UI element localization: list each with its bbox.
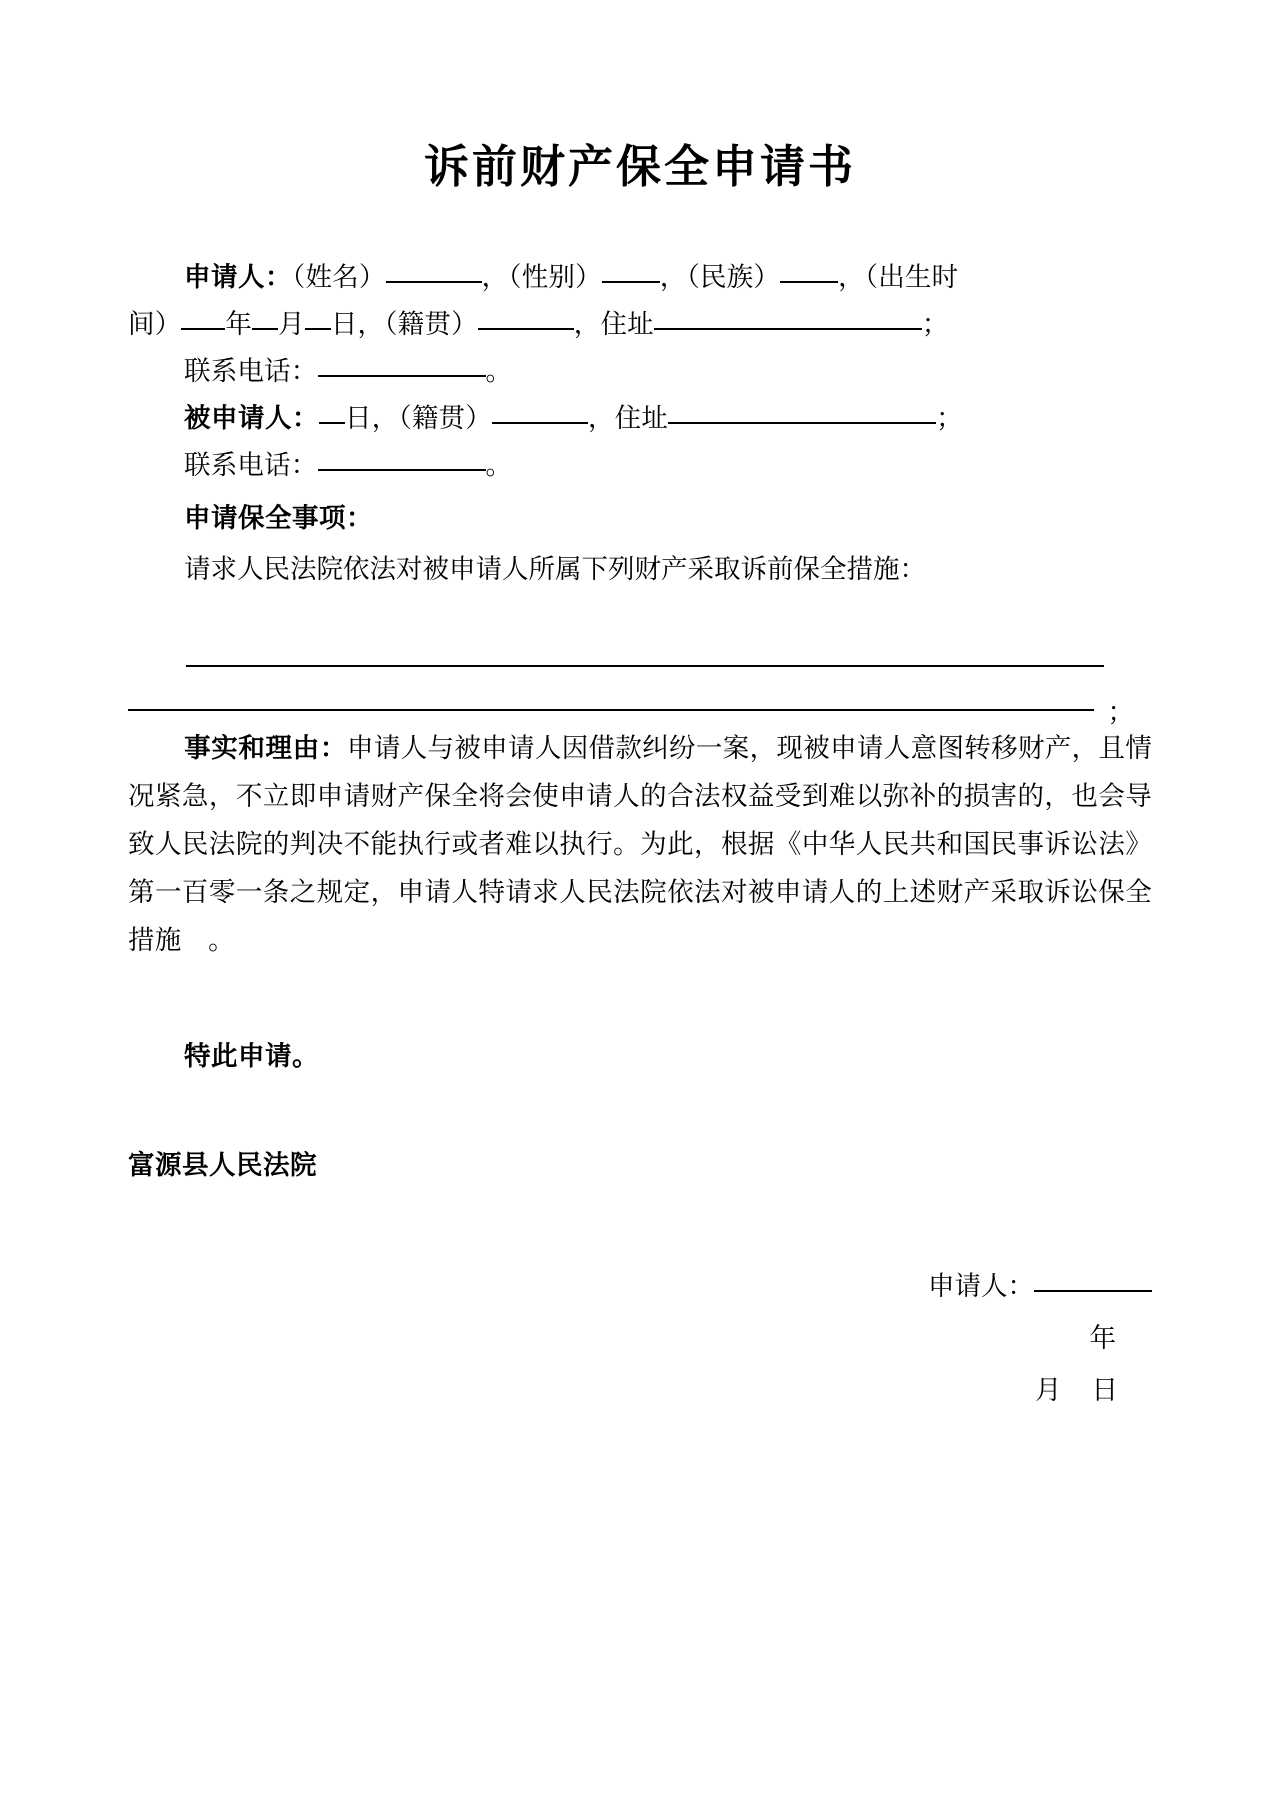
respondent-label: 被申请人： [184, 402, 319, 434]
applicant-ethnicity-label: （民族） [686, 261, 781, 293]
respondent-phone-blank[interactable] [318, 449, 486, 471]
preservation-blank-lines [128, 619, 1152, 728]
applicant-line2-end: ； [921, 308, 949, 340]
applicant-address-label: 住址 [600, 308, 654, 340]
respondent-day-label: 日， [345, 402, 399, 434]
respondent-phone-line [128, 442, 1152, 489]
applicant-birth-month-blank[interactable] [252, 308, 278, 330]
applicant-name-label: （姓名） [292, 261, 386, 293]
signature-applicant-blank[interactable] [1034, 1270, 1152, 1292]
respondent-line-1 [128, 395, 1152, 442]
preservation-request-line: 请求人民法院依法对被申请人所属下列财产采取诉前保全措施： [184, 553, 926, 585]
applicant-gender-blank[interactable] [602, 261, 660, 283]
respondent-phone-end: 。 [485, 449, 513, 481]
applicant-line-2 [128, 301, 1152, 348]
applicant-native-label: （籍贯） [384, 308, 478, 340]
applicant-phone-label: 联系电话： [184, 355, 318, 387]
facts-heading: 事实和理由： [184, 732, 347, 764]
applicant-day-label: 日， [330, 308, 385, 340]
applicant-ethnicity-blank[interactable] [780, 261, 838, 283]
applicant-native-blank[interactable] [478, 308, 574, 330]
respondent-line-end: ； [936, 402, 963, 434]
preservation-heading-line [128, 495, 1152, 542]
applicant-line-1 [128, 254, 1152, 301]
respondent-address-blank[interactable] [668, 402, 936, 424]
facts-body: 申请人与被申请人因借款纠纷一案，现被申请人意图转移财产，且情况紧急，不立即申请财产保全将会使申请人的合法权益受到难以弥补的损害的，也会导致人民法院的判决不能执行或者难以执行。为此，根据《中华人民共和国民事诉讼法》第一百零一条之规定，申请人特请求人民法院依法对被申请人的上述财产采取诉讼保全措施 。 [128, 732, 1153, 956]
applicant-birth-label-a: （出生时 [864, 261, 959, 293]
applicant-gender-label: （性别） [508, 261, 602, 293]
preservation-blank-tail: ； [1107, 697, 1134, 728]
applicant-label: 申请人： [184, 261, 292, 293]
court-name: 富源县人民法院 [128, 1149, 317, 1181]
respondent-address-label: 住址 [614, 402, 669, 434]
signature-month-day-row [128, 1365, 1152, 1417]
applicant-sep-1: ， [481, 261, 509, 293]
court-name-line [128, 1142, 1152, 1189]
signature-month-label: 月 [1035, 1374, 1062, 1406]
page-title: 诉前财产保全申请书 [423, 140, 856, 193]
applicant-phone-end: 。 [485, 355, 513, 387]
closing-statement [128, 1033, 1152, 1080]
applicant-year-label: 年 [225, 308, 253, 340]
respondent-native-blank[interactable] [492, 402, 588, 424]
applicant-month-label: 月 [278, 308, 305, 340]
signature-year-row [128, 1313, 1152, 1365]
respondent-phone-label: 联系电话： [184, 449, 318, 481]
applicant-birth-label-b: 间） [128, 308, 182, 340]
applicant-sep-2: ， [659, 261, 687, 293]
signature-applicant-row [128, 1261, 1152, 1313]
applicant-sep-3: ， [838, 261, 865, 293]
closing-statement-text: 特此申请。 [184, 1040, 319, 1072]
signature-block [128, 1261, 1152, 1417]
preservation-heading: 申请保全事项： [184, 502, 373, 534]
document-body [128, 0, 1152, 1417]
preservation-blank-row-1 [128, 619, 1152, 667]
applicant-birth-year-blank[interactable] [181, 308, 225, 330]
applicant-birth-day-blank[interactable] [305, 308, 331, 330]
respondent-native-label: （籍贯） [398, 402, 492, 434]
parties-block [128, 254, 1152, 542]
respondent-day-blank[interactable] [319, 402, 345, 424]
applicant-phone-line [128, 348, 1152, 395]
applicant-sep-4: ， [573, 308, 601, 340]
applicant-name-blank[interactable] [386, 261, 482, 283]
facts-paragraph [128, 725, 1152, 965]
signature-applicant-label: 申请人： [928, 1270, 1034, 1302]
preservation-blank-row-2 [128, 667, 1152, 728]
signature-day-label: 日 [1091, 1374, 1118, 1406]
respondent-sep: ， [587, 402, 615, 434]
applicant-phone-blank[interactable] [318, 355, 486, 377]
preservation-blank-rule-2[interactable] [128, 709, 1094, 711]
signature-year-label: 年 [1089, 1322, 1116, 1354]
applicant-address-blank[interactable] [654, 308, 922, 330]
